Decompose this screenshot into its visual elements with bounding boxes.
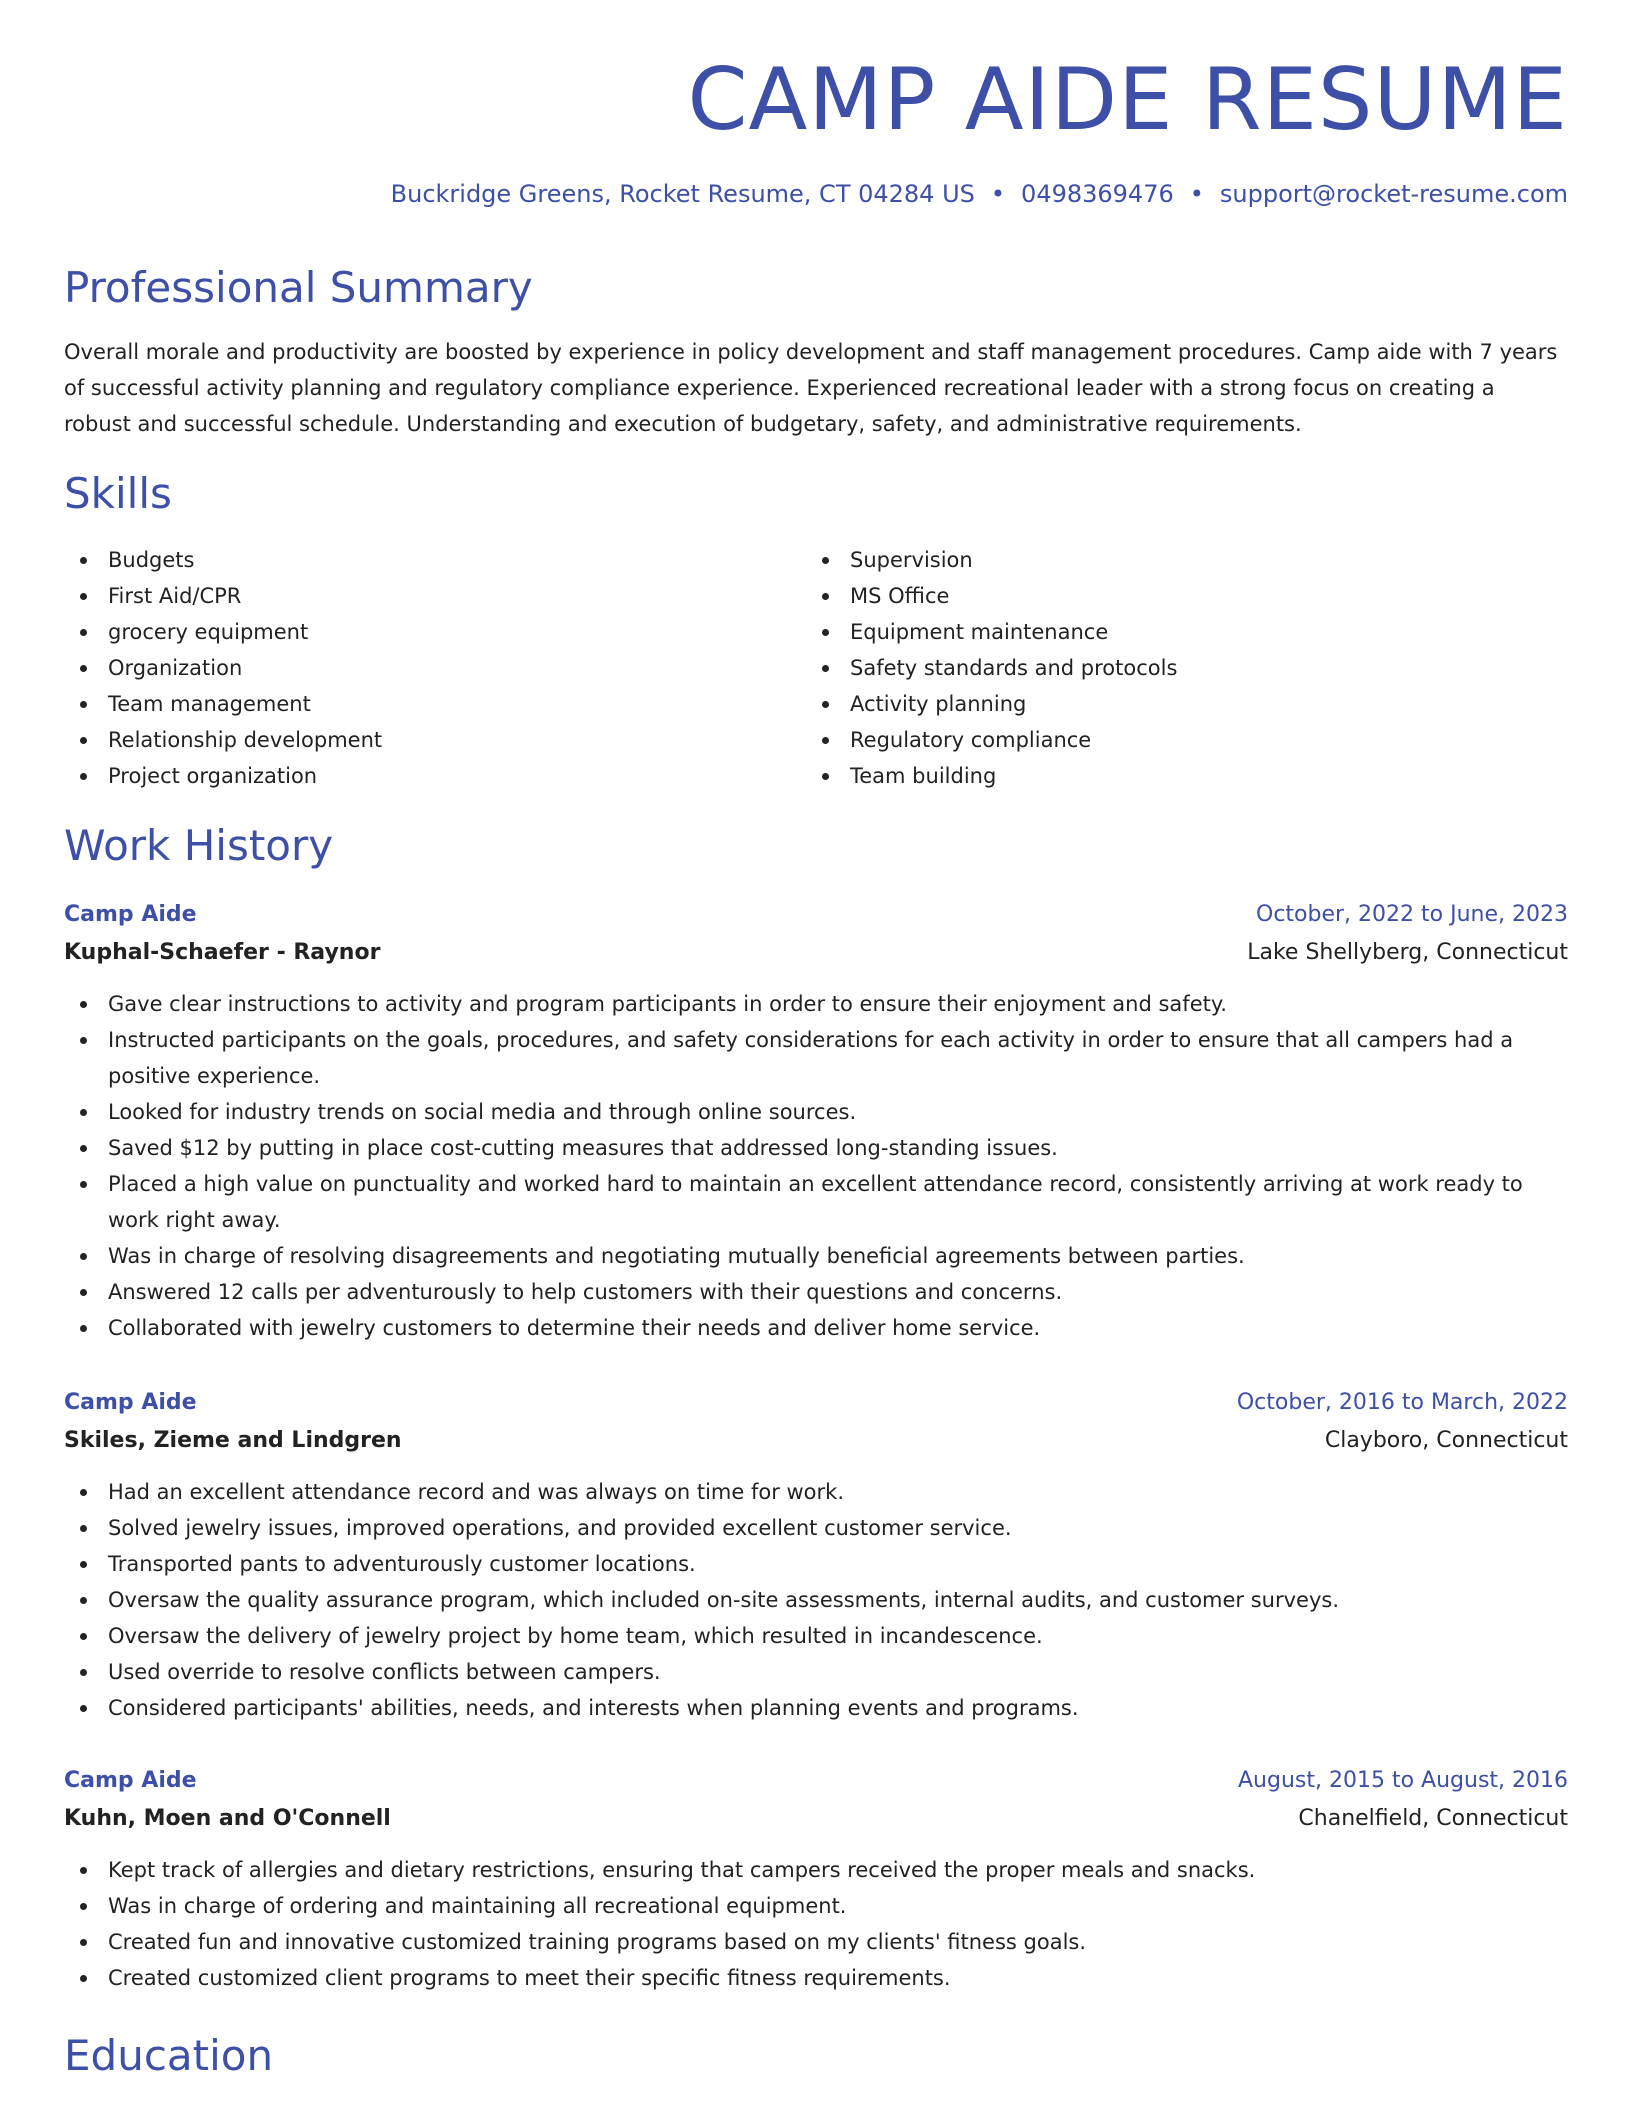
job-bullet: Created fun and innovative customized training programs based on my clients' fitness goals. bbox=[64, 1924, 1568, 1960]
job-bullet: Created customized client programs to meet their specific fitness requirements. bbox=[64, 1960, 1568, 1996]
summary-heading: Professional Summary bbox=[64, 263, 533, 312]
job-company: Kuhn, Moen and O'Connell bbox=[64, 1806, 391, 1831]
contact-line bbox=[391, 178, 1568, 210]
job-bullet: Was in charge of resolving disagreements and negotiating mutually beneficial agreements between parties. bbox=[64, 1238, 1568, 1274]
skills-list-right bbox=[806, 542, 1526, 794]
job-title: Camp Aide bbox=[64, 1768, 197, 1793]
job-bullet: Gave clear instructions to activity and program participants in order to ensure their enjoyment and safety. bbox=[64, 986, 1568, 1022]
job-bullet: Was in charge of ordering and maintaining all recreational equipment. bbox=[64, 1888, 1568, 1924]
job-bullets bbox=[64, 1474, 1568, 1726]
job-entry bbox=[64, 1762, 1568, 1996]
job-bullet: Answered 12 calls per adventurously to help customers with their questions and concerns. bbox=[64, 1274, 1568, 1310]
job-bullet: Oversaw the delivery of jewelry project by home team, which resulted in incandescence. bbox=[64, 1618, 1568, 1654]
skill-item: First Aid/CPR bbox=[64, 578, 784, 614]
contact-separator: • bbox=[990, 180, 1006, 208]
summary-text: Overall morale and productivity are boosted by experience in policy development and staff management procedures. Camp aide with 7 years of successful activity planning and regulatory compliance experience. Experienced recreational leader with a strong focus on creating a robust and successful schedule. Understanding and execution of budgetary, safety, and administrative requirements. bbox=[64, 340, 1558, 436]
job-location: Clayboro, Connecticut bbox=[1324, 1428, 1568, 1453]
skill-item: Safety standards and protocols bbox=[806, 650, 1526, 686]
job-bullet: Had an excellent attendance record and was always on time for work. bbox=[64, 1474, 1568, 1510]
job-bullets bbox=[64, 986, 1568, 1346]
job-bullet: Used override to resolve conflicts between campers. bbox=[64, 1654, 1568, 1690]
job-bullet: Considered participants' abilities, needs, and interests when planning events and programs. bbox=[64, 1690, 1568, 1726]
skill-item: Equipment maintenance bbox=[806, 614, 1526, 650]
job-bullet: Solved jewelry issues, improved operations, and provided excellent customer service. bbox=[64, 1510, 1568, 1546]
job-bullet: Looked for industry trends on social media and through online sources. bbox=[64, 1094, 1568, 1130]
skill-item: Team building bbox=[806, 758, 1526, 794]
work-history-heading: Work History bbox=[64, 821, 334, 870]
education-heading: Education bbox=[64, 2031, 274, 2080]
job-entry bbox=[64, 896, 1568, 1346]
skill-item: Relationship development bbox=[64, 722, 784, 758]
skill-item: Activity planning bbox=[806, 686, 1526, 722]
skill-item: Project organization bbox=[64, 758, 784, 794]
job-title: Camp Aide bbox=[64, 1390, 197, 1415]
job-bullets bbox=[64, 1852, 1568, 1996]
job-dates: October, 2016 to March, 2022 bbox=[1236, 1390, 1568, 1415]
job-bullet: Saved $12 by putting in place cost-cutting measures that addressed long-standing issues. bbox=[64, 1130, 1568, 1166]
job-bullet: Kept track of allergies and dietary restrictions, ensuring that campers received the proper meals and snacks. bbox=[64, 1852, 1568, 1888]
skill-item: grocery equipment bbox=[64, 614, 784, 650]
job-entry bbox=[64, 1384, 1568, 1726]
job-bullet: Oversaw the quality assurance program, which included on-site assessments, internal audits, and customer surveys. bbox=[64, 1582, 1568, 1618]
job-location: Lake Shellyberg, Connecticut bbox=[1247, 940, 1568, 965]
job-bullet: Instructed participants on the goals, procedures, and safety considerations for each activity in order to ensure that all campers had a positive experience. bbox=[64, 1022, 1568, 1094]
job-bullet: Collaborated with jewelry customers to determine their needs and deliver home service. bbox=[64, 1310, 1568, 1346]
job-bullet: Placed a high value on punctuality and worked hard to maintain an excellent attendance record, consistently arriving at work ready to work right away. bbox=[64, 1166, 1568, 1238]
job-bullet: Transported pants to adventurously customer locations. bbox=[64, 1546, 1568, 1582]
skill-item: Regulatory compliance bbox=[806, 722, 1526, 758]
job-location: Chanelfield, Connecticut bbox=[1298, 1806, 1568, 1831]
skill-item: Team management bbox=[64, 686, 784, 722]
skill-item: Budgets bbox=[64, 542, 784, 578]
job-dates: August, 2015 to August, 2016 bbox=[1238, 1768, 1568, 1793]
contact-phone[interactable]: 0498369476 bbox=[1021, 180, 1174, 208]
skill-item: Organization bbox=[64, 650, 784, 686]
contact-email[interactable]: support@rocket-resume.com bbox=[1219, 180, 1568, 208]
contact-separator: • bbox=[1189, 180, 1204, 208]
skill-item: Supervision bbox=[806, 542, 1526, 578]
contact-address: Buckridge Greens, Rocket Resume, CT 04284 US bbox=[390, 180, 975, 208]
job-dates: October, 2022 to June, 2023 bbox=[1256, 902, 1568, 927]
skills-list-left bbox=[64, 542, 784, 794]
job-company: Skiles, Zieme and Lindgren bbox=[64, 1428, 402, 1453]
job-company: Kuphal-Schaefer - Raynor bbox=[64, 940, 381, 965]
skill-item: MS Office bbox=[806, 578, 1526, 614]
resume-title: CAMP AIDE RESUME bbox=[687, 50, 1568, 150]
job-title: Camp Aide bbox=[64, 902, 197, 927]
skills-heading: Skills bbox=[64, 469, 172, 518]
